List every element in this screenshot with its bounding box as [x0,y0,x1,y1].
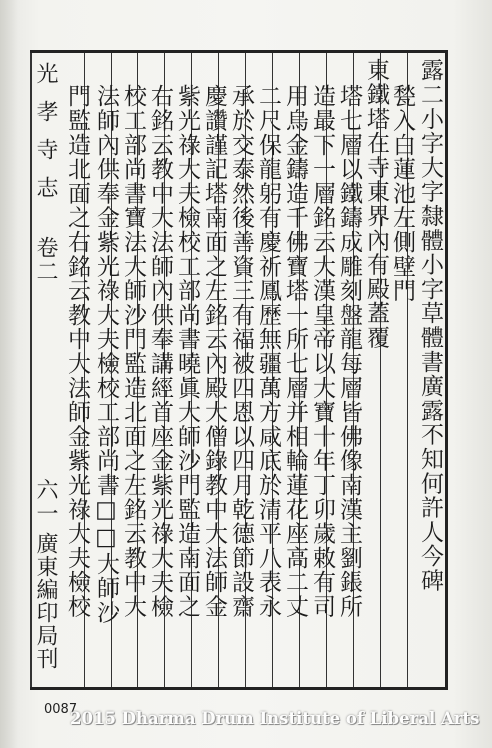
margin-page-number: 六一 [33,478,58,526]
margin-top-rule [30,50,58,53]
margin-title: 光孝寺志 [33,62,58,214]
margin-bottom-rule [30,687,58,690]
text-column-2: 甃入白蓮池左側壁門 [389,84,415,303]
text-column-8: 承於交泰然後善資三有福被四恩以四月乾德節設齋 [228,84,254,619]
text-column-14: 門監造北面之右銘云教中大法師金紫光祿大夫檢校 [64,84,90,619]
watermark: 2015 Dharma Drum Institute of Liberal Arts [70,709,480,728]
text-column-10: 紫光祿大夫檢校工部尚書曉眞大師沙門監造南面之 [174,84,200,619]
page-code: 0087 [44,702,78,717]
text-column-7: 二尺保龍躬有慶祈鳳歷無疆萬方咸底於清平八表永 [255,84,281,619]
text-column-3: 東鐵塔在寺東界內有殿蓋覆 [363,58,389,350]
text-column-12: 校工部尚書寶法大師沙門監造北面之左銘云教中大 [120,84,146,619]
text-column-11: 右銘云教中大法師內供奉講經首座金紫光祿大夫檢 [147,84,173,619]
text-column-1: 露二小字大字隸體小字草體書廣露不知何許人今碑 [417,58,443,593]
margin-volume: 卷二 [33,236,58,284]
margin-publisher: 廣東編印局刊 [33,532,58,670]
text-column-9: 慶讚謹記塔南面之左銘云內殿大僧錄教中大法師金 [201,84,227,619]
text-column-5: 造最下一層銘云大漢皇帝以大寶十年丁卯歲敕有司 [309,84,335,619]
text-column-13: 法師內供奉金紫光祿大夫檢校工部尚書□□大師沙 [93,84,119,625]
text-column-6: 用烏金鑄造千佛寶塔一所七層并相輪蓮花座高二丈 [282,84,308,619]
text-column-4: 塔七層以鐵鑄成雕刻盤龍每層皆佛像南漢主劉鋹所 [336,84,362,619]
binding-shadow [0,0,18,748]
